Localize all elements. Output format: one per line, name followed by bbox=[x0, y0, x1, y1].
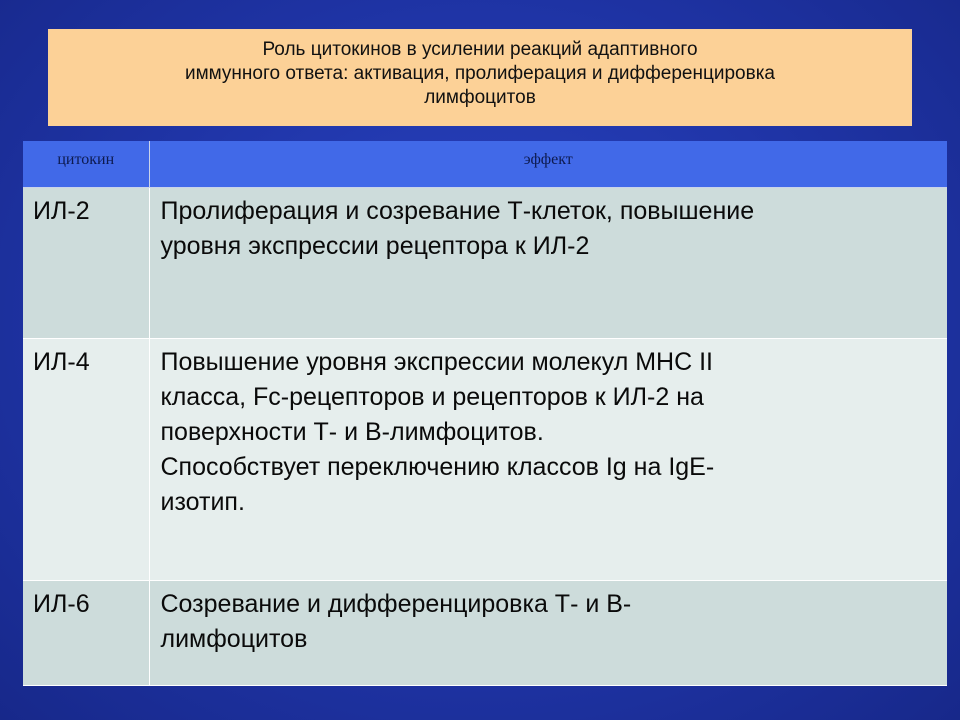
effect-text-line: Пролиферация и созревание Т-клеток, повышение bbox=[160, 196, 755, 225]
cytokine-name-cell: ИЛ-4 bbox=[23, 338, 149, 580]
cytokine-name-cell: ИЛ-2 bbox=[23, 187, 149, 338]
slide-title-box bbox=[48, 29, 912, 126]
effect-text-line: Способствует переключению классов Ig на IgE- bbox=[160, 452, 715, 481]
cytokine-effects-table bbox=[23, 141, 947, 686]
header-effect: эффект bbox=[149, 141, 947, 187]
cytokine-effect-cell bbox=[149, 580, 947, 685]
effect-text-line: класса, Fc-рецепторов и рецепторов к ИЛ-2 на bbox=[160, 382, 704, 411]
table-row bbox=[23, 580, 947, 685]
table-row bbox=[23, 338, 947, 580]
header-cytokine: цитокин bbox=[23, 141, 149, 187]
effect-text-line: Повышение уровня экспрессии молекул МНС II bbox=[160, 347, 714, 376]
effect-text-line: поверхности Т- и В-лимфоцитов. bbox=[160, 417, 544, 446]
cytokine-effect-cell bbox=[149, 187, 947, 338]
effect-text-line: лимфоцитов bbox=[160, 624, 308, 653]
effect-text-line: изотип. bbox=[160, 487, 245, 516]
table-header-row bbox=[23, 141, 947, 187]
slide-title-line-1: Роль цитокинов в усилении реакций адаптивного bbox=[262, 39, 698, 60]
slide-title-line-3: лимфоцитов bbox=[424, 87, 536, 108]
cytokine-effect-cell bbox=[149, 338, 947, 580]
table-row bbox=[23, 187, 947, 338]
slide-title-line-2: иммунного ответа: активация, пролиферация и дифференцировка bbox=[184, 63, 775, 84]
effect-text-line: Созревание и дифференцировка Т- и В- bbox=[160, 589, 632, 618]
effect-text-line: уровня экспрессии рецептора к ИЛ-2 bbox=[160, 231, 590, 260]
cytokine-name-cell: ИЛ-6 bbox=[23, 580, 149, 685]
